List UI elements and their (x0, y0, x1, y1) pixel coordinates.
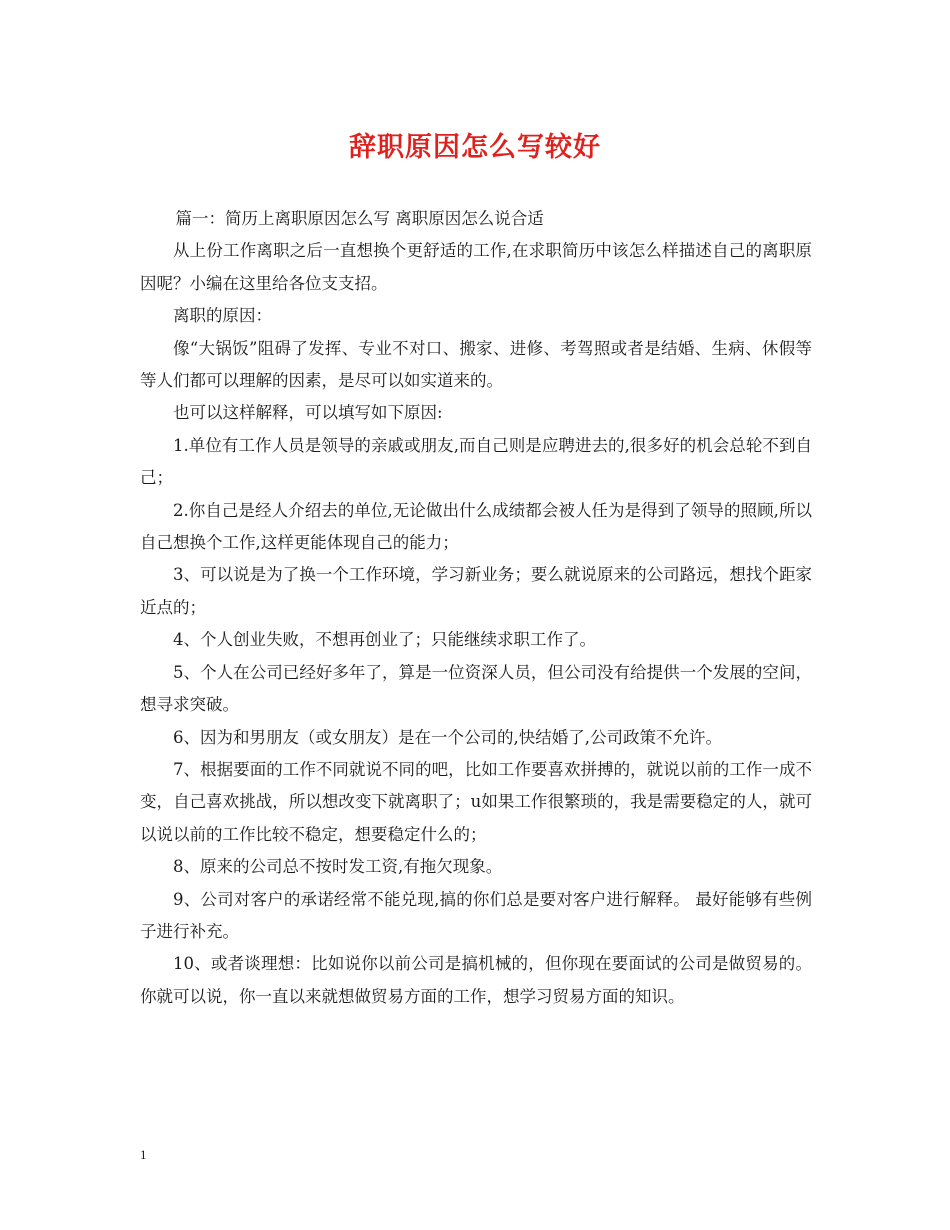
section-heading: 篇一：简历上离职原因怎么写 离职原因怎么说合适 (175, 209, 544, 228)
document-body (140, 203, 812, 1013)
list-item-10: 10、或者谈理想：比如说你以前公司是搞机械的，但你现在要面试的公司是做贸易的。你就可以说，你一直以来就想做贸易方面的工作，想学习贸易方面的知识。 (140, 954, 812, 1006)
list-item-3: 3、可以说是为了换一个工作环境，学习新业务；要么就说原来的公司路远，想找个距家近点的； (140, 565, 812, 617)
paragraph-reasons-heading: 离职的原因： (173, 306, 272, 326)
paragraph-common-reasons: 像“大锅饭”阻碍了发挥、专业不对口、搬家、进修、考驾照或者是结婚、生病、休假等等人们都可以理解的因素，是尽可以如实道来的。 (140, 338, 812, 391)
list-item-5: 5、个人在公司已经好多年了，算是一位资深人员，但公司没有给提供一个发展的空间，想寻求突破。 (140, 662, 812, 715)
page-number: 1 (140, 1147, 147, 1162)
list-item-8: 8、原来的公司总不按时发工资,有拖欠现象。 (173, 857, 503, 877)
list-item-4: 4、个人创业失败，不想再创业了；只能继续求职工作了。 (173, 630, 596, 650)
list-item-7: 7、根据要面的工作不同就说不同的吧，比如工作要喜欢拼搏的，就说以前的工作一成不变，自己喜欢挑战，所以想改变下就离职了；u如果工作很繁琐的，我是需要稳定的人，就可以说以前的工作比较不稳定，想要稳定什么的； (140, 759, 812, 844)
list-item-2: 2.你自己是经人介绍去的单位,无论做出什么成绩都会被人任为是得到了领导的照顾,所以自己想换个工作,这样更能体现自己的能力； (140, 500, 812, 553)
list-item-6: 6、因为和男朋友（或女朋友）是在一个公司的,快结婚了,公司政策不允许。 (173, 727, 722, 747)
paragraph-explain: 也可以这样解释，可以填写如下原因: (173, 403, 443, 423)
document-title: 辞职原因怎么写较好 (349, 132, 601, 163)
paragraph-intro: 从上份工作离职之后一直想换个更舒适的工作,在求职简历中该怎么样描述自己的离职原因呢？小编在这里给各位支支招。 (140, 241, 812, 293)
list-item-9: 9、公司对客户的承诺经常不能兑现,搞的你们总是要对客户进行解释。 最好能够有些例子进行补充。 (140, 889, 812, 941)
list-item-1: 1.单位有工作人员是领导的亲戚或朋友,而自己则是应聘进去的,很多好的机会总轮不到自己； (140, 435, 812, 488)
